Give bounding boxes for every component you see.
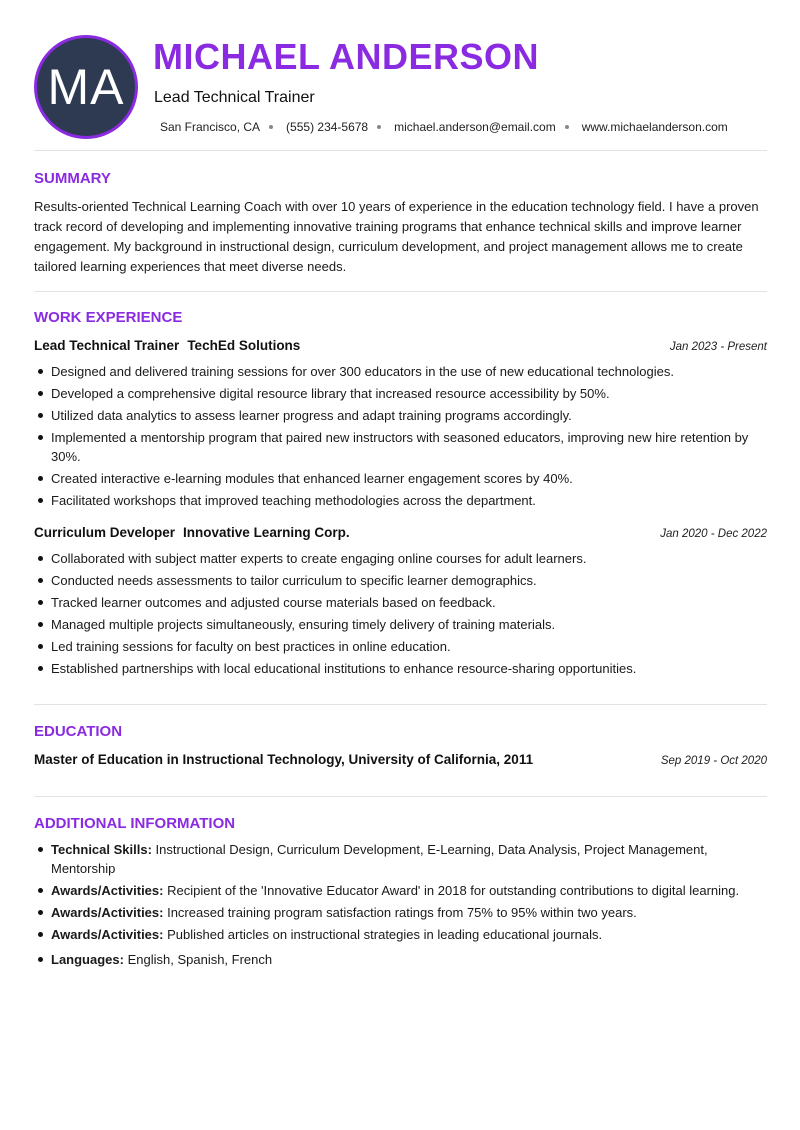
job-bullets xyxy=(34,549,767,678)
list-item: Conducted needs assessments to tailor curriculum to specific learner demographics. xyxy=(34,571,767,590)
item-label: Technical Skills: xyxy=(51,842,152,857)
list-item: Implemented a mentorship program that paired new instructors with seasoned educators, improving new hire retention by 30%. xyxy=(34,428,767,466)
additional-list xyxy=(34,840,767,969)
job-header xyxy=(34,525,767,540)
list-item: Collaborated with subject matter experts to create engaging online courses for adult learners. xyxy=(34,549,767,568)
item-label: Languages: xyxy=(51,952,124,967)
job-company: Innovative Learning Corp. xyxy=(183,525,350,540)
list-item xyxy=(34,840,767,878)
job-role: Lead Technical Trainer xyxy=(34,338,180,353)
list-item xyxy=(34,881,767,900)
section-title-education: EDUCATION xyxy=(34,723,123,740)
item-label: Awards/Activities: xyxy=(51,905,164,920)
job-bullets xyxy=(34,362,767,510)
education-dates: Sep 2019 - Oct 2020 xyxy=(660,755,767,767)
separator-dot-icon xyxy=(269,125,273,129)
item-text: Increased training program satisfaction ratings from 75% to 95% within two years. xyxy=(167,905,637,920)
job-dates: Jan 2023 - Present xyxy=(669,341,767,353)
divider xyxy=(34,150,767,151)
divider xyxy=(34,704,767,705)
job-role: Curriculum Developer xyxy=(34,525,176,540)
job-header xyxy=(34,338,767,353)
section-title-additional: ADDITIONAL INFORMATION xyxy=(34,815,236,832)
section-title-experience: WORK EXPERIENCE xyxy=(34,309,183,326)
list-item xyxy=(34,950,767,969)
list-item: Led training sessions for faculty on best practices in online education. xyxy=(34,637,767,656)
contact-email[interactable]: michael.anderson@email.com xyxy=(394,120,556,134)
list-item: Designed and delivered training sessions for over 300 educators in the use of new educational technologies. xyxy=(34,362,767,381)
list-item: Tracked learner outcomes and adjusted course materials based on feedback. xyxy=(34,593,767,612)
item-text: English, Spanish, French xyxy=(127,952,273,967)
divider xyxy=(34,291,767,292)
contact-location: San Francisco, CA xyxy=(160,120,261,134)
item-text: Recipient of the 'Innovative Educator Award' in 2018 for outstanding contributions to digital learning. xyxy=(167,883,740,898)
job-company: TechEd Solutions xyxy=(187,338,301,353)
list-item: Developed a comprehensive digital resource library that increased resource accessibility by 50%. xyxy=(34,384,767,403)
education-entry xyxy=(34,752,767,767)
list-item: Facilitated workshops that improved teaching methodologies across the department. xyxy=(34,491,767,510)
item-text: Instructional Design, Curriculum Development, E-Learning, Data Analysis, Project Management, Mentorship xyxy=(51,842,708,876)
summary-text: Results-oriented Technical Learning Coach with over 10 years of experience in the education technology field. I have a proven track record of developing and implementing innovative training programs that enhance technical skills and improve learner engagement. My background in instructional design, curriculum development, and project management allows me to create tailored learning experiences that meet diverse needs. xyxy=(34,199,759,274)
contact-phone[interactable]: (555) 234-5678 xyxy=(286,120,369,134)
list-item: Established partnerships with local educational institutions to enhance resource-sharing opportunities. xyxy=(34,659,767,678)
divider xyxy=(34,796,767,797)
avatar: MA xyxy=(34,35,138,139)
list-item xyxy=(34,903,767,922)
separator-dot-icon xyxy=(565,125,569,129)
list-item xyxy=(34,925,767,944)
list-item: Utilized data analytics to assess learner progress and adapt training programs accordingly. xyxy=(34,406,767,425)
candidate-name: MICHAEL ANDERSON xyxy=(153,36,540,77)
list-item: Managed multiple projects simultaneously, ensuring timely delivery of training materials. xyxy=(34,615,767,634)
item-label: Awards/Activities: xyxy=(51,883,164,898)
item-label: Awards/Activities: xyxy=(51,927,164,942)
separator-dot-icon xyxy=(377,125,381,129)
job-dates: Jan 2020 - Dec 2022 xyxy=(660,528,767,540)
list-item: Created interactive e-learning modules that enhanced learner engagement scores by 40%. xyxy=(34,469,767,488)
item-text: Published articles on instructional strategies in leading educational journals. xyxy=(167,927,603,942)
education-degree: Master of Education in Instructional Technology, University of California, 2011 xyxy=(34,752,534,767)
contact-bar xyxy=(160,120,728,134)
section-title-summary: SUMMARY xyxy=(34,170,111,187)
candidate-title: Lead Technical Trainer xyxy=(154,89,315,106)
contact-website[interactable]: www.michaelanderson.com xyxy=(581,120,728,134)
